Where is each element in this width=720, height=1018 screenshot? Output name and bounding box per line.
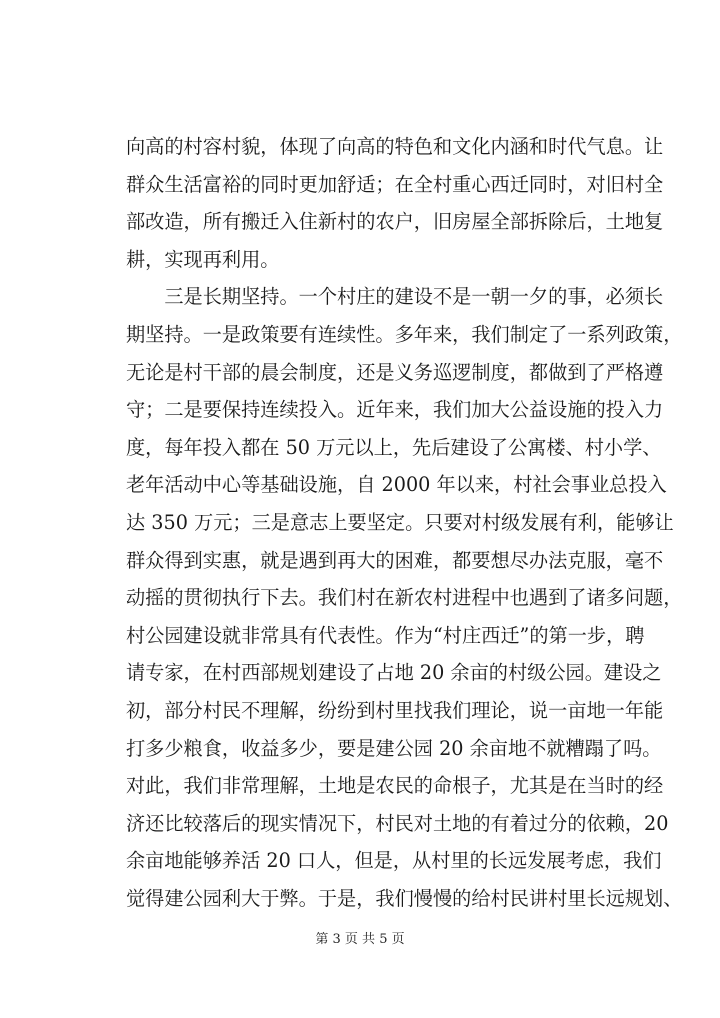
text-line: 济还比较落后的现实情况下，村民对土地的有着过分的依赖，20 bbox=[126, 811, 669, 835]
text-line: 动摇的贯彻执行下去。我们村在新农村进程中也遇到了诸多问题， bbox=[126, 586, 683, 610]
text-line: 打多少粮食，收益多少，要是建公园 20 余亩地不就糟蹋了吗。 bbox=[126, 736, 662, 760]
text-line: 守；二是要保持连续投入。近年来，我们加大公益设施的投入力 bbox=[126, 398, 664, 422]
text-line: 余亩地能够养活 20 口人，但是，从村里的长远发展考虑，我们 bbox=[126, 849, 662, 873]
text-line: 群众生活富裕的同时更加舒适；在全村重心西迁同时，对旧村全 bbox=[126, 172, 664, 196]
text-line: 觉得建公园利大于弊。于是，我们慢慢的给村民讲村里长远规划、 bbox=[126, 886, 683, 910]
text-line: 三是长期坚持。一个村庄的建设不是一朝一夕的事，必须长 bbox=[126, 285, 664, 309]
text-line: 村公园建设就非常具有代表性。作为“村庄西迁”的第一步，聘 bbox=[126, 623, 645, 647]
page-number-label: 第 3 页 共 5 页 bbox=[315, 932, 405, 947]
text-line: 期坚持。一是政策要有连续性。多年来，我们制定了一系列政策， bbox=[126, 322, 683, 346]
text-line: 群众得到实惠，就是遇到再大的困难，都要想尽办法克服，毫不 bbox=[126, 548, 664, 572]
text-line: 老年活动中心等基础设施，自 2000 年以来，村社会事业总投入 bbox=[126, 473, 667, 497]
text-line: 初，部分村民不理解，纷纷到村里找我们理论，说一亩地一年能 bbox=[126, 698, 664, 722]
text-line: 无论是村干部的晨会制度，还是义务巡逻制度，都做到了严格遵 bbox=[126, 360, 664, 384]
text-line: 向高的村容村貌，体现了向高的特色和文化内涵和时代气息。让 bbox=[126, 135, 664, 158]
text-line: 对此，我们非常理解，土地是农民的命根子，尤其是在当时的经 bbox=[126, 774, 664, 798]
text-line: 度，每年投入都在 50 万元以上，先后建设了公寓楼、村小学、 bbox=[126, 435, 662, 459]
text-line: 达 350 万元；三是意志上要坚定。只要对村级发展有利，能够让 bbox=[126, 510, 674, 534]
text-line: 请专家，在村西部规划建设了占地 20 余亩的村级公园。建设之 bbox=[126, 661, 662, 685]
text-line: 耕，实现再利用。 bbox=[126, 247, 280, 271]
body-text bbox=[126, 128, 683, 917]
page-footer bbox=[0, 928, 720, 947]
text-line: 部改造，所有搬迁入住新村的农户，旧房屋全部拆除后，土地复 bbox=[126, 210, 664, 234]
